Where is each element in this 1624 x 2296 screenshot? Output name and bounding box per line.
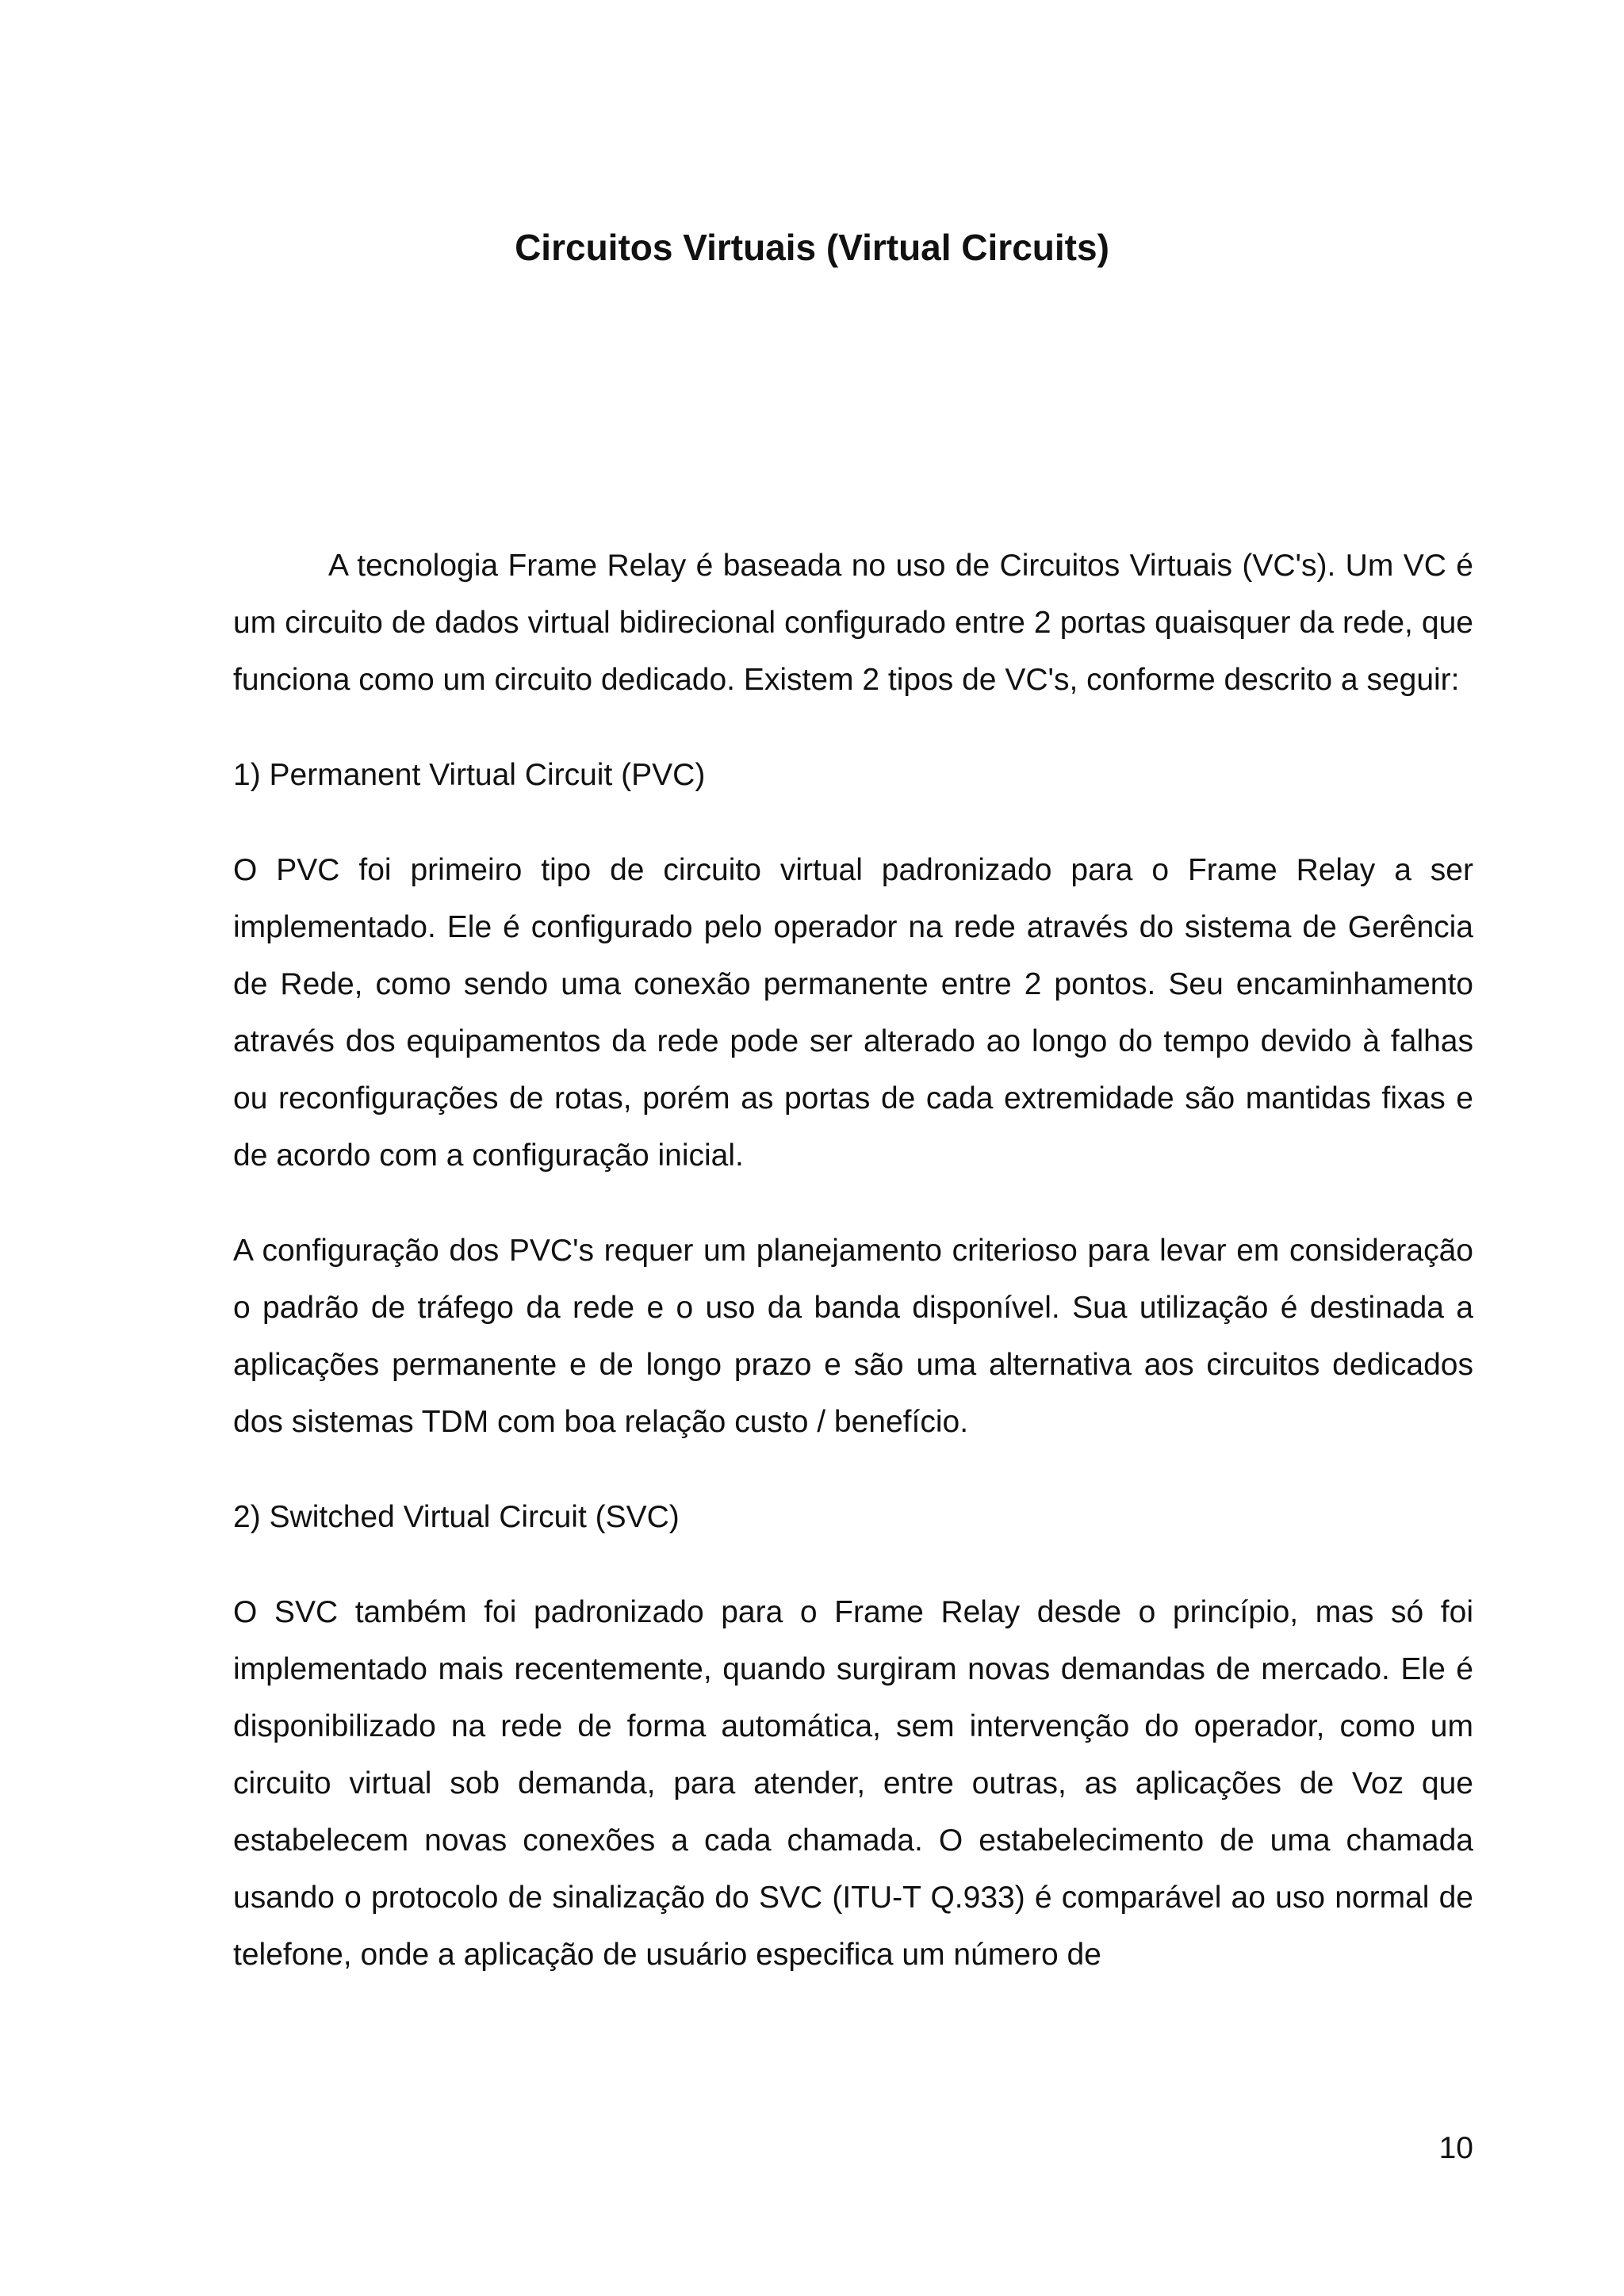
- intro-paragraph: A tecnologia Frame Relay é baseada no uso de Circuitos Virtuais (VC's). Um VC é um circuito de dados virtual bidirecional configurado entre 2 portas quaisquer da rede, que funciona como um circuito dedicado. Existem 2 tipos de VC's, conforme descrito a seguir:: [233, 549, 1473, 697]
- svc-paragraph-1: O SVC também foi padronizado para o Frame Relay desde o princípio, mas só foi implementado mais recentemente, quando surgiram novas demandas de mercado. Ele é disponibilizado na rede de forma automática, sem intervenção do operador, como um circuito virtual sob demanda, para atender, entre outras, as aplicações de Voz que estabelecem novas conexões a cada chamada. O estabelecimento de uma chamada usando o protocolo de sinalização do SVC (ITU-T Q.933) é comparável ao uso normal de telefone, onde a aplicação de usuário especifica um número de: [233, 1595, 1473, 1972]
- page-number: 10: [1438, 2131, 1473, 2165]
- section-heading-svc: 2) Switched Virtual Circuit (SVC): [233, 1500, 680, 1534]
- pvc-paragraph-2: A configuração dos PVC's requer um planejamento criterioso para levar em consideração o padrão de tráfego da rede e o uso da banda disponível. Sua utilização é destinada a aplicações permanente e de longo prazo e são uma alternativa aos circuitos dedicados dos sistemas TDM com boa relação custo / benefício.: [233, 1234, 1473, 1439]
- pvc-paragraph-1: O PVC foi primeiro tipo de circuito virtual padronizado para o Frame Relay a ser implementado. Ele é configurado pelo operador na rede através do sistema de Gerência de Rede, como sendo uma conexão permanente entre 2 pontos. Seu encaminhamento através dos equipamentos da rede pode ser alterado ao longo do tempo devido à falhas ou reconfigurações de rotas, porém as portas de cada extremidade são mantidas fixas e de acordo com a configuração inicial.: [233, 853, 1473, 1173]
- document-body: [233, 538, 1473, 2022]
- page-title: Circuitos Virtuais (Virtual Circuits): [515, 227, 1109, 268]
- section-heading-pvc: 1) Permanent Virtual Circuit (PVC): [233, 758, 706, 792]
